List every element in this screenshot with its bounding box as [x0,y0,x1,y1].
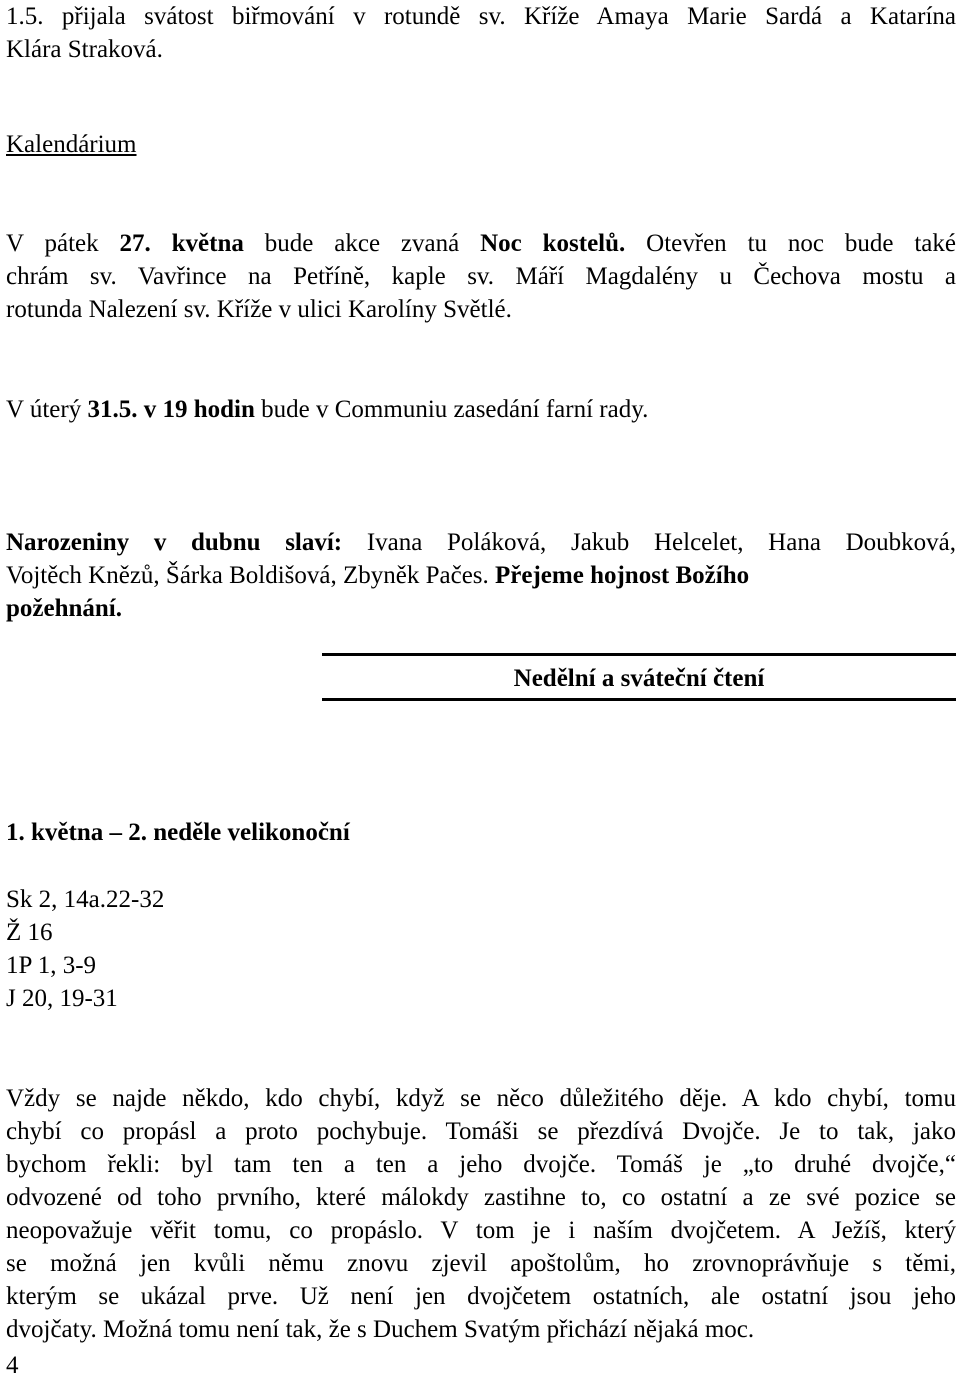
reading-ref: Ž 16 [6,919,53,946]
kalendarium-title: Kalendárium [6,131,137,158]
birthdays-line-1 [6,526,956,559]
section-rule-top [322,653,956,656]
birthdays-names: Vojtěch Knězů, Šárka Boldišová, Zbyněk Pačes. [6,562,496,589]
birthdays-line-3: požehnání. [6,595,123,622]
friday-line-3: rotunda Nalezení sv. Kříže v ulici Karolíny Světlé. [6,296,512,323]
readings-section-title: Nedělní a sváteční čtení [513,665,765,692]
reflection-line: bychom řekli: byl tam ten a ten a jeho dvojče. Tomáš je „to druhé dvojče,“ [6,1151,956,1178]
reflection-line: neopovažuje věřit tomu, co propáslo. V tom je i naším dvojčetem. A Ježíš, který [6,1217,956,1244]
reading-ref: 1P 1, 3-9 [6,952,97,979]
reading-references [6,883,956,1015]
friday-text: bude akce zvaná [243,230,481,257]
reading-ref: Sk 2, 14a.22-32 [6,886,165,913]
birthdays-paragraph [6,526,956,625]
friday-date: 27. května [119,230,244,257]
kalendarium-heading [6,128,956,161]
reflection-line: odvozené od toho prvního, které málokdy zastihne to, co ostatní a ze své pozice se [6,1184,956,1211]
reflection-line: Vždy se najde někdo, kdo chybí, když se něco důležitého děje. A kdo chybí, tomu [6,1085,956,1112]
tuesday-event [6,393,956,426]
reflection-line: kterým se ukázal prve. Už není jen dvojčetem ostatních, ale ostatní jsou jeho [6,1283,956,1310]
friday-line-1 [6,227,956,260]
reflection-paragraph [6,1082,956,1346]
reading-ref: J 20, 19-31 [6,985,118,1012]
birthdays-blessing: Přejeme hojnost Božího [495,562,750,589]
tuesday-text: bude v Communiu zasedání farní rady. [254,396,649,423]
tuesday-text: V úterý [6,396,88,423]
birthdays-label: Narozeniny v dubnu slaví: [6,529,343,556]
reflection-line: dvojčaty. Možná tomu není tak, že s Duchem Svatým přichází nějaká moc. [6,1316,755,1343]
birthdays-names: Ivana Poláková, Jakub Helcelet, Hana Doubková, [342,529,957,556]
confirmation-note [6,0,956,66]
friday-text: Otevřen tu noc bude také [625,230,956,257]
confirmation-line-1: 1.5. přijala svátost biřmování v rotundě sv. Kříže Amaya Marie Sardá a Katarína [6,3,956,30]
birthdays-line-2 [6,559,956,592]
section-rule-bottom [322,698,956,701]
friday-event-name: Noc kostelů. [480,230,626,257]
reflection-line: chybí co propásl a proto pochybuje. Tomáši se přezdívá Dvojče. Je to tak, jako [6,1118,956,1145]
friday-event [6,227,956,326]
friday-text: V pátek [6,230,120,257]
reflection-line: se možná jen kvůli němu znovu zjevil apoštolům, ho zrovnoprávňuje s těmi, [6,1250,956,1277]
page-number: 4 [6,1352,19,1379]
sunday-title: 1. května – 2. neděle velikonoční [6,819,350,846]
friday-line-2: chrám sv. Vavřince na Petříně, kaple sv. Máří Magdalény u Čechova mostu a [6,263,956,290]
confirmation-line-2: Klára Straková. [6,36,163,63]
tuesday-datetime: 31.5. v 19 hodin [87,396,255,423]
